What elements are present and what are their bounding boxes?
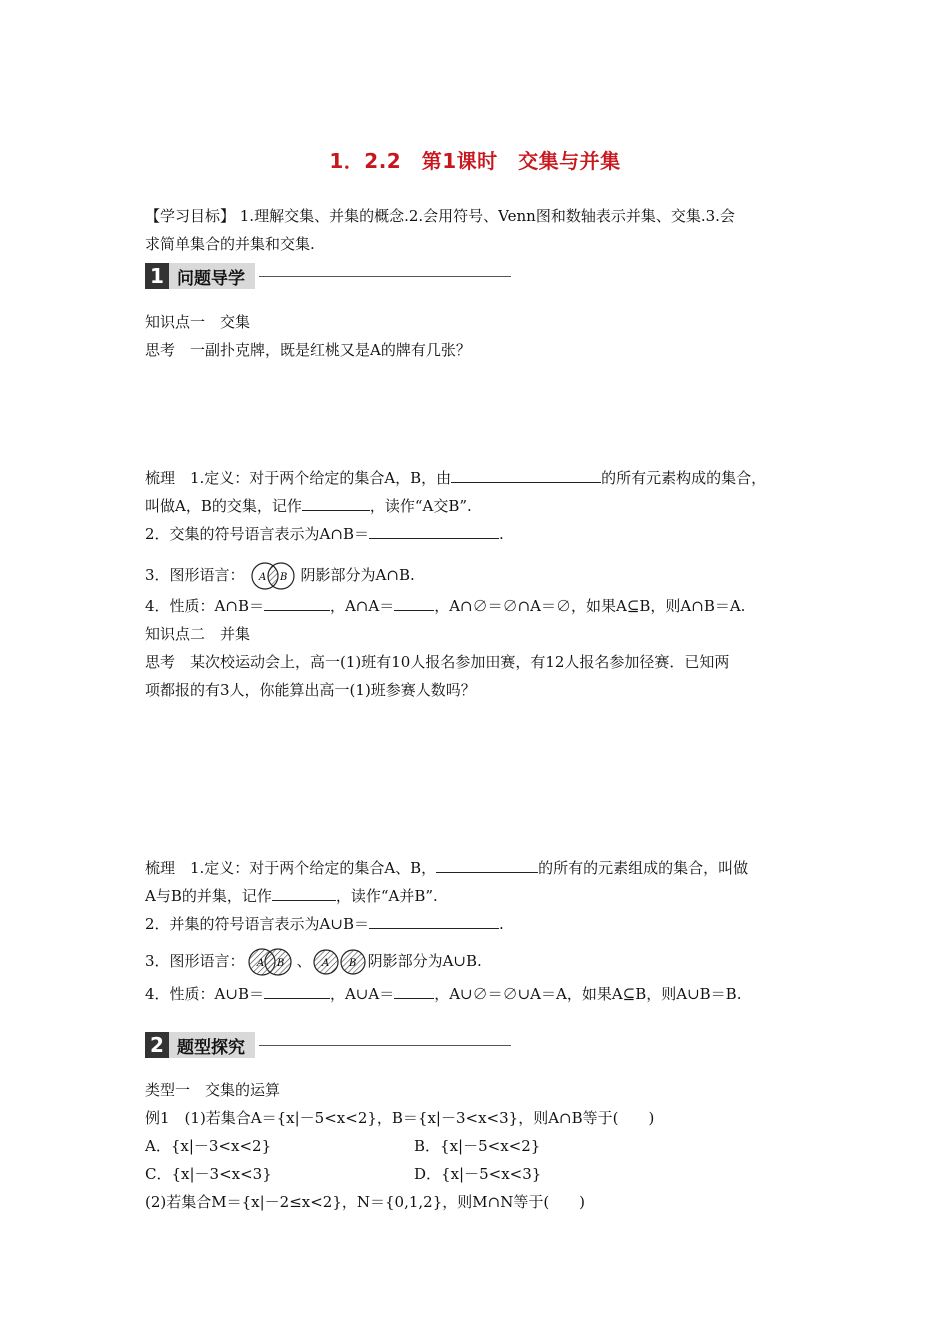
kp2-def-text-b: 的所有的元素组成的集合，叫做 [538, 859, 749, 877]
option-b: B．{x|－5<x<2} [414, 1137, 541, 1155]
answer-blank[interactable] [394, 984, 434, 999]
kp1-graph-text-b: 阴影部分为A∩B. [300, 566, 415, 584]
type1-heading: 类型一 交集的运算 [145, 1081, 281, 1099]
knowledge-point-2-heading: 知识点二 并集 [145, 625, 251, 643]
section-number: 1 [145, 263, 169, 289]
kp2-definition-line2 [145, 886, 438, 906]
venn-label-b: B [276, 958, 284, 969]
answer-blank[interactable] [264, 596, 330, 611]
answer-blank[interactable] [451, 468, 601, 483]
option-a: A．{x|－3<x<2} [145, 1137, 272, 1155]
answer-blank[interactable] [272, 886, 336, 901]
kp1-property-line [145, 596, 745, 616]
kp1-definition-line1 [145, 468, 766, 488]
section-title: 题型探究 [169, 1032, 255, 1058]
venn-union-disjoint-icon [312, 946, 368, 978]
kp1-sym-text-b: . [498, 525, 504, 543]
example1-part1: 例1 (1)若集合A＝{x|－5<x<2}，B＝{x|－3<x<3}，则A∩B等于( ) [145, 1109, 655, 1127]
knowledge-point-1-heading: 知识点一 交集 [145, 313, 251, 331]
venn-union-overlap-icon [245, 946, 297, 978]
kp2-sym-text-b: . [498, 915, 504, 933]
venn-label-a: A [321, 958, 329, 969]
section-header-2 [145, 1032, 511, 1058]
kp1-def-text-b: 的所有元素构成的集合， [601, 469, 767, 487]
venn-label-b: B [279, 572, 287, 583]
kp2-graph-separator: 、 [296, 952, 312, 970]
kp1-prop-text-a: 4．性质：A∩B＝ [145, 597, 264, 615]
kp1-def-text-a: 梳理 1.定义：对于两个给定的集合A，B，由 [145, 469, 452, 487]
example1-part2: (2)若集合M＝{x|－2≤x<2}，N＝{0,1,2}，则M∩N等于( ) [145, 1193, 586, 1211]
page-title: 1．2.2 第1课时 交集与并集 [329, 149, 621, 173]
option-c: C．{x|－3<x<3} [145, 1165, 272, 1183]
kp2-definition-line1 [145, 858, 748, 878]
kp2-prop-text-c: ，A∪∅＝∅∪A＝A，如果A⊆B，则A∪B＝B. [434, 985, 742, 1003]
kp2-symbol-line [145, 914, 504, 934]
answer-blank[interactable] [394, 596, 434, 611]
kp2-sym-text-a: 2．并集的符号语言表示为A∪B＝ [145, 915, 369, 933]
kp1-sym-text-a: 2．交集的符号语言表示为A∩B＝ [145, 525, 369, 543]
kp1-def2-text-a: 叫做A，B的交集，记作 [145, 497, 302, 515]
answer-blank[interactable] [369, 914, 499, 929]
answer-blank[interactable] [436, 858, 538, 873]
kp2-property-line [145, 984, 741, 1004]
kp1-definition-line2 [145, 496, 472, 516]
kp1-prop-text-b: ，A∩A＝ [329, 597, 395, 615]
venn-label-a: A [258, 572, 266, 583]
kp1-symbol-line [145, 524, 504, 544]
kp2-think-line1: 思考 某次校运动会上，高一(1)班有10人报名参加田赛，有12人报名参加径赛．已知两 [145, 653, 730, 671]
option-d: D．{x|－5<x<3} [414, 1165, 542, 1183]
venn-intersection-icon [245, 560, 301, 592]
venn-label-b: B [348, 958, 356, 969]
kp2-graph-text-b: 阴影部分为A∪B. [367, 952, 482, 970]
kp2-think-line2: 项都报的有3人，你能算出高一(1)班参赛人数吗？ [145, 681, 476, 699]
section-rule [259, 1045, 511, 1046]
section-title: 问题导学 [169, 263, 255, 289]
venn-label-a: A [256, 958, 264, 969]
kp2-prop-text-a: 4．性质：A∪B＝ [145, 985, 264, 1003]
answer-blank[interactable] [302, 496, 370, 511]
kp2-graph-text-a: 3．图形语言： [145, 952, 245, 970]
kp1-graph-line [145, 560, 415, 592]
answer-blank[interactable] [264, 984, 330, 999]
kp1-graph-text-a: 3．图形语言： [145, 566, 245, 584]
kp1-prop-text-c: ，A∩∅＝∅∩A＝∅，如果A⊆B，则A∩B＝A. [434, 597, 746, 615]
kp2-def-text-a: 梳理 1.定义：对于两个给定的集合A、B， [145, 859, 437, 877]
section-header-1 [145, 263, 511, 289]
kp2-def2-text-a: A与B的并集，记作 [145, 887, 272, 905]
kp2-def2-text-b: ，读作“A并B”. [335, 887, 438, 905]
section-number: 2 [145, 1032, 169, 1058]
kp2-graph-line [145, 946, 482, 978]
learning-objectives-line2: 求简单集合的并集和交集. [145, 235, 315, 253]
kp1-think: 思考 一副扑克牌，既是红桃又是A的牌有几张？ [145, 341, 471, 359]
section-rule [259, 276, 511, 277]
kp2-prop-text-b: ，A∪A＝ [329, 985, 395, 1003]
answer-blank[interactable] [369, 524, 499, 539]
kp1-def2-text-b: ，读作“A交B”. [369, 497, 472, 515]
learning-objectives-line1: 【学习目标】 1.理解交集、并集的概念.2.会用符号、Venn图和数轴表示并集、交集.3.会 [145, 207, 735, 225]
